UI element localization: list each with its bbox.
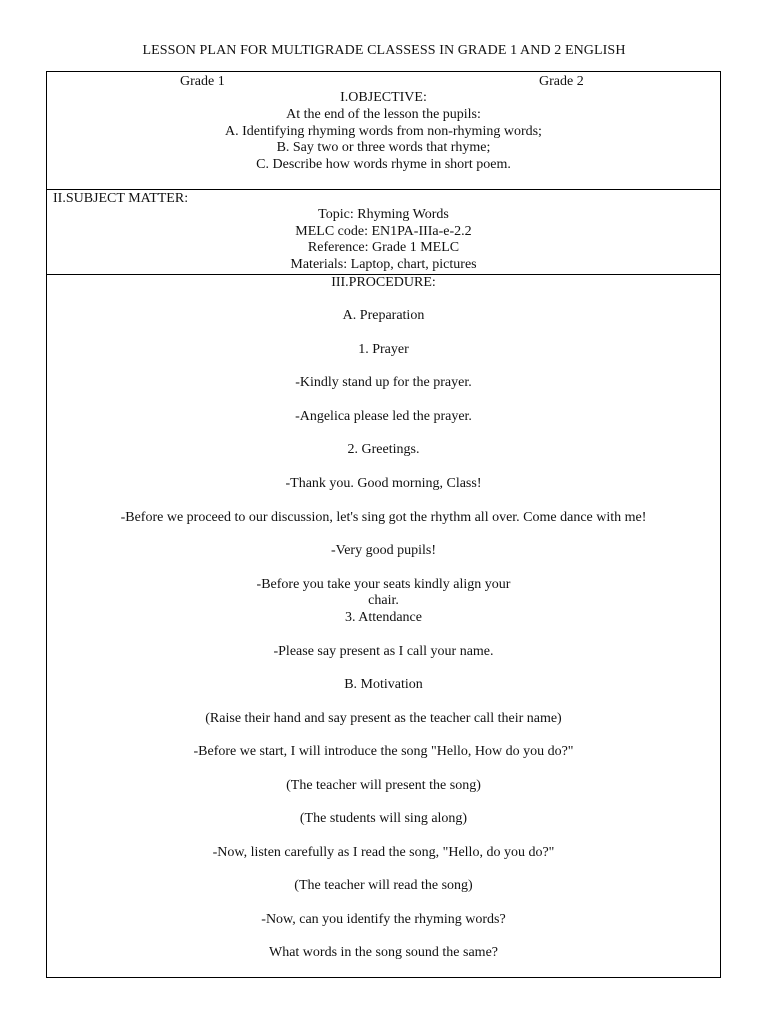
- procedure-line: 1. Prayer: [358, 342, 409, 357]
- procedure-line: B. Motivation: [344, 677, 423, 692]
- procedure-line: -Thank you. Good morning, Class!: [285, 476, 482, 491]
- document-title: LESSON PLAN FOR MULTIGRADE CLASSESS IN GRADE 1 AND 2 ENGLISH: [142, 43, 626, 58]
- procedure-line: 3. Attendance: [345, 610, 422, 625]
- procedure-line: 2. Greetings.: [347, 442, 420, 457]
- procedure-line: -Please say present as I call your name.: [273, 644, 494, 659]
- subject-topic: Topic: Rhyming Words: [318, 207, 449, 222]
- procedure-section: [47, 275, 720, 977]
- procedure-line: What words in the song sound the same?: [268, 945, 498, 960]
- procedure-line: A. Preparation: [342, 308, 425, 323]
- objective-intro: At the end of the lesson the pupils:: [286, 107, 481, 122]
- procedure-line: -Now, can you identify the rhyming words?: [261, 912, 506, 927]
- objective-item-a: A. Identifying rhyming words from non-rhyming words;: [225, 124, 542, 139]
- subject-materials: Materials: Laptop, chart, pictures: [290, 257, 477, 272]
- subject-reference: Reference: Grade 1 MELC: [307, 240, 460, 255]
- procedure-line: (Raise their hand and say present as the teacher call their name): [205, 711, 562, 726]
- lesson-plan-table: [46, 71, 721, 978]
- procedure-line: (The students will sing along): [299, 811, 468, 826]
- procedure-line: -Angelica please led the prayer.: [295, 409, 472, 424]
- grade1-label: Grade 1: [180, 74, 225, 89]
- objective-item-c: C. Describe how words rhyme in short poem.: [256, 157, 511, 172]
- procedure-line: (The teacher will present the song): [286, 778, 481, 793]
- procedure-heading: III.PROCEDURE:: [331, 275, 436, 290]
- procedure-line: -Before we proceed to our discussion, let's sing got the rhythm all over. Come dance with me!: [120, 510, 647, 525]
- procedure-line: -Now, listen carefully as I read the song, "Hello, do you do?": [212, 845, 555, 860]
- objective-item-b: B. Say two or three words that rhyme;: [276, 140, 491, 155]
- procedure-line: -Very good pupils!: [331, 543, 436, 558]
- subject-matter-section: [47, 190, 720, 275]
- subject-matter-heading: II.SUBJECT MATTER:: [53, 191, 189, 206]
- objective-heading: I.OBJECTIVE:: [340, 90, 427, 105]
- objective-section: [47, 72, 720, 190]
- procedure-line: -Kindly stand up for the prayer.: [295, 375, 472, 390]
- procedure-line: -Before we start, I will introduce the song "Hello, How do you do?": [193, 744, 574, 759]
- procedure-line: -Before you take your seats kindly align your: [256, 577, 511, 592]
- procedure-line: chair.: [368, 593, 399, 608]
- subject-melc-code: MELC code: EN1PA-IIIa-e-2.2: [295, 224, 472, 239]
- procedure-line: (The teacher will read the song): [294, 878, 473, 893]
- grade2-label: Grade 2: [539, 74, 584, 89]
